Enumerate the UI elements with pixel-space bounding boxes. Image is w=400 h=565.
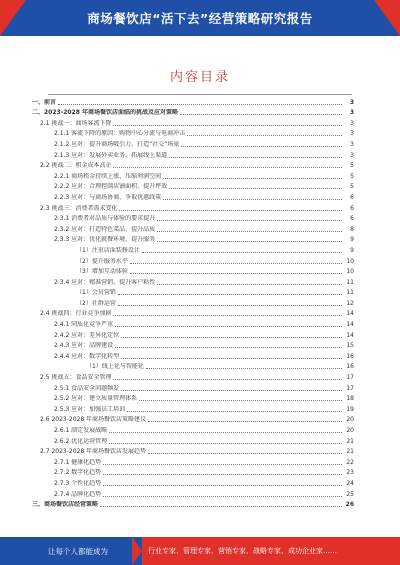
toc-leader-dots	[115, 326, 342, 327]
toc-entry[interactable]	[32, 456, 354, 467]
toc-entry-page: 10	[346, 257, 354, 265]
toc-leader-dots	[187, 135, 342, 136]
toc-entry[interactable]	[32, 287, 354, 298]
toc-entry[interactable]	[32, 318, 354, 329]
toc-leader-dots	[109, 443, 342, 444]
toc-entry[interactable]	[32, 191, 354, 202]
toc-entry-label: 2.4.1 同质化竞争严重	[54, 321, 114, 329]
toc-entry-page: 22	[346, 458, 354, 466]
toc-leader-dots	[130, 273, 342, 274]
toc-leader-dots	[163, 178, 342, 179]
toc-entry[interactable]	[32, 435, 354, 446]
toc-entry-page: 20	[346, 427, 354, 434]
toc-entry-page: 3	[350, 119, 354, 127]
toc-entry-page: 8	[350, 225, 354, 233]
toc-entry-page: 3	[350, 140, 354, 148]
toc-leader-dots	[113, 167, 342, 168]
toc-entry-label: 2.2.2 应对：合理控制店铺面积，提升坪效	[54, 183, 168, 191]
toc-leader-dots	[180, 114, 342, 115]
toc-leader-dots	[103, 496, 342, 497]
toc-entry[interactable]	[32, 107, 354, 118]
toc-leader-dots	[103, 485, 342, 486]
toc-entry-label: （2）提升服务水平	[76, 257, 128, 265]
toc-divider	[48, 94, 352, 95]
toc-leader-dots	[100, 506, 342, 507]
toc-entry[interactable]	[32, 223, 354, 234]
toc-entry-label: 2.2.1 商场租金持续上涨，压缩利润空间	[54, 172, 162, 180]
toc-leader-dots	[169, 157, 342, 158]
toc-entry[interactable]	[32, 255, 354, 266]
toc-leader-dots	[139, 400, 342, 401]
toc-entry[interactable]	[32, 308, 354, 319]
toc-entry-label: 2.7 2023-2028 年商场餐饮店发展趋势	[40, 448, 147, 456]
header-corner-left	[0, 0, 26, 36]
toc-leader-dots	[130, 263, 342, 264]
toc-entry-label: 2.3 挑战三：消费者需求变化	[40, 204, 118, 212]
toc-entry-page: 5	[350, 183, 354, 191]
toc-entry[interactable]	[32, 488, 354, 499]
toc-leader-dots	[113, 315, 342, 316]
footer-slogan: 让每个人都能成为	[48, 546, 108, 556]
toc-entry-page: 23	[346, 469, 354, 477]
header-corner-right	[374, 0, 400, 36]
report-title: 商场餐饮店“活下去”经营策略研究报告	[87, 11, 313, 26]
toc-entry-page: 6	[350, 215, 354, 223]
toc-entry[interactable]	[32, 403, 354, 414]
toc-entry[interactable]	[32, 149, 354, 160]
toc-entry-page: 17	[346, 384, 354, 392]
toc-leader-dots	[157, 241, 342, 242]
toc-leader-dots	[181, 146, 342, 147]
toc-leader-dots	[118, 305, 342, 306]
toc-entry-page: 20	[346, 416, 354, 424]
toc-entry-page: 24	[346, 479, 354, 487]
toc-entry-page: 16	[346, 363, 354, 371]
toc-entry[interactable]	[32, 117, 354, 128]
toc-entry-page: 11	[346, 289, 354, 297]
toc-entry[interactable]	[32, 424, 354, 435]
toc-leader-dots	[119, 210, 342, 211]
footer-roles: 行业专家、管理专家、营销专家、战略专家、成功企业家……	[142, 537, 400, 565]
toc-entry-label: 2.3.3 应对：优化就餐环境，提升服务	[54, 236, 156, 244]
toc-entry[interactable]	[32, 181, 354, 192]
toc-entry-label: （3）增加互动体验	[76, 268, 128, 276]
toc-entry[interactable]	[32, 234, 354, 245]
toc-entry-label: 2.6.2 优化运营管理	[54, 437, 108, 445]
toc-entry-page: 3	[350, 130, 354, 138]
toc-entry-page: 26	[345, 501, 354, 509]
toc-entry-label: （1）注重店面装修设计	[76, 246, 140, 254]
toc-entry[interactable]	[32, 96, 354, 107]
toc-entry-page: 21	[346, 437, 354, 445]
toc-entry[interactable]	[32, 297, 354, 308]
toc-entry-label: 三、商场餐饮店经营策略	[32, 501, 99, 509]
toc-entry-label: 2.1 挑战一：商场客流下降	[40, 119, 112, 127]
toc-entry[interactable]	[32, 244, 354, 255]
toc-leader-dots	[142, 252, 342, 253]
toc-leader-dots	[118, 294, 342, 295]
toc-entry-page: 17	[346, 374, 354, 382]
toc-entry-page: 10	[346, 268, 354, 276]
toc-leader-dots	[121, 390, 342, 391]
toc-leader-dots	[127, 411, 342, 412]
toc-entry[interactable]	[32, 477, 354, 488]
toc-entry[interactable]	[32, 350, 354, 361]
toc-entry-label: 2.3.2 应对：打造特色菜品，提升品质	[54, 225, 156, 233]
toc-entry-label: 2.3.4 应对：精准营销，提升客户粘性	[54, 278, 156, 286]
toc-entry-page: 18	[346, 395, 354, 403]
toc-entry-page: 6	[350, 193, 354, 201]
footer-arrow	[132, 537, 142, 565]
toc-entry-label: （1）线上化与智能化	[86, 363, 144, 371]
toc-entry-label: 2.7.3 个性化趋势	[54, 479, 102, 487]
toc-entry-label: 2.4.4 应对：数字化转型	[54, 352, 120, 360]
toc-entry-page: 15	[346, 342, 354, 350]
toc-entry-label: 2.1.2 应对：提升商场吸引力，打造“社交”场景	[54, 140, 180, 148]
toc-entry-page: 14	[346, 321, 354, 329]
toc-leader-dots	[163, 199, 342, 200]
toc-entry-label: 2.2 挑战二：租金成本高企	[40, 162, 112, 170]
toc-entry-page: 3	[349, 98, 354, 106]
toc-entry[interactable]	[32, 414, 354, 425]
toc-entry-page: 25	[346, 490, 354, 498]
toc-leader-dots	[169, 188, 342, 189]
page-footer	[0, 537, 400, 565]
toc-entry-label: 2.5.1 食品安全问题频发	[54, 384, 120, 392]
toc-entry[interactable]	[32, 128, 354, 139]
toc-entry-label: 2.7.4 品牌化趋势	[54, 490, 102, 498]
toc-entry[interactable]	[32, 382, 354, 393]
toc-entry[interactable]	[32, 393, 354, 404]
toc-entry[interactable]	[32, 160, 354, 171]
toc-entry-label: 2.5.3 应对：加强员工培训	[54, 405, 126, 413]
toc-entry[interactable]	[32, 499, 354, 510]
toc-entry-label: 2.5 挑战五：食品安全管理	[40, 374, 112, 382]
toc-leader-dots	[58, 104, 342, 105]
toc-leader-dots	[103, 474, 342, 475]
toc-entry-page: 12	[346, 299, 354, 307]
toc-entry[interactable]	[32, 138, 354, 149]
toc-entry-label: 2.4 挑战四：行业竞争加剧	[40, 310, 112, 318]
toc-entry-page: 5	[350, 172, 354, 180]
toc-leader-dots	[148, 453, 342, 454]
toc-entry-page: 9	[350, 236, 354, 244]
toc-entry[interactable]	[32, 371, 354, 382]
toc-entry-label: 2.2.3 应对：与商场协商，争取优惠政策	[54, 193, 162, 201]
toc-entry-label: 2.6 2023-2028 年商场餐饮店策略建议	[40, 416, 147, 424]
toc-leader-dots	[157, 284, 342, 285]
toc-entry-label: 二、2023-2028 年商场餐饮店面临的挑战及应对策略	[32, 109, 178, 117]
toc-entry-label: 2.4.2 应对：差异化定位	[54, 331, 120, 339]
page-header	[0, 0, 400, 36]
toc-leader-dots	[103, 464, 342, 465]
toc-leader-dots	[157, 220, 342, 221]
toc-entry-label: 2.7.2 数字化趋势	[54, 469, 102, 477]
toc-entry-label: 2.1.3 应对：发展外卖业务，拓展线上渠道	[54, 151, 168, 159]
toc-entry-page: 3	[349, 109, 354, 117]
toc-entry[interactable]	[32, 467, 354, 478]
toc-entry[interactable]	[32, 446, 354, 457]
toc-entry[interactable]	[32, 329, 354, 340]
toc-entry-page: 3	[350, 151, 354, 159]
toc-leader-dots	[121, 337, 342, 338]
toc-entry[interactable]	[32, 213, 354, 224]
toc-entry-label: 2.3.1 消费者对品质与体验的要求提升	[54, 215, 156, 223]
toc-entry[interactable]	[32, 361, 354, 372]
toc-entry-label: 一、前言	[32, 98, 57, 106]
toc-leader-dots	[115, 347, 342, 348]
toc-entry-label: 2.6.1 制定发展战略	[54, 427, 108, 434]
toc-entry[interactable]	[32, 276, 354, 287]
toc-entry-label: 2.4.3 应对：品牌建设	[54, 342, 114, 350]
toc-leader-dots	[148, 421, 342, 422]
toc-entry[interactable]	[32, 170, 354, 181]
toc-entry-page: 21	[346, 448, 354, 456]
toc-leader-dots	[109, 432, 342, 433]
toc-entry-page: 19	[346, 405, 354, 413]
table-of-contents	[32, 96, 354, 509]
toc-entry-page: 5	[350, 162, 354, 170]
toc-entry-page: 16	[346, 352, 354, 360]
toc-leader-dots	[157, 231, 342, 232]
toc-heading: 内容目录	[169, 70, 230, 85]
toc-entry-page: 14	[346, 310, 354, 318]
toc-entry-page: 9	[350, 246, 354, 254]
toc-entry-label: 2.5.2 应对：建立质量管理体系	[54, 395, 138, 403]
toc-entry-page: 14	[346, 331, 354, 339]
toc-leader-dots	[121, 358, 342, 359]
toc-entry-label: 2.7.1 健康化趋势	[54, 458, 102, 466]
toc-entry-page: 11	[346, 278, 354, 286]
toc-leader-dots	[113, 379, 342, 380]
toc-entry-label: 2.1.1 客流下降的原因：购物中心分流与电商冲击	[54, 130, 186, 138]
toc-leader-dots	[146, 368, 342, 369]
toc-entry[interactable]	[32, 340, 354, 351]
toc-entry-label: （2）社群运营	[76, 299, 116, 307]
toc-leader-dots	[113, 125, 342, 126]
toc-entry[interactable]	[32, 266, 354, 277]
toc-entry[interactable]	[32, 202, 354, 213]
toc-entry-label: （1）会员营销	[76, 289, 116, 297]
toc-entry-page: 6	[350, 204, 354, 212]
